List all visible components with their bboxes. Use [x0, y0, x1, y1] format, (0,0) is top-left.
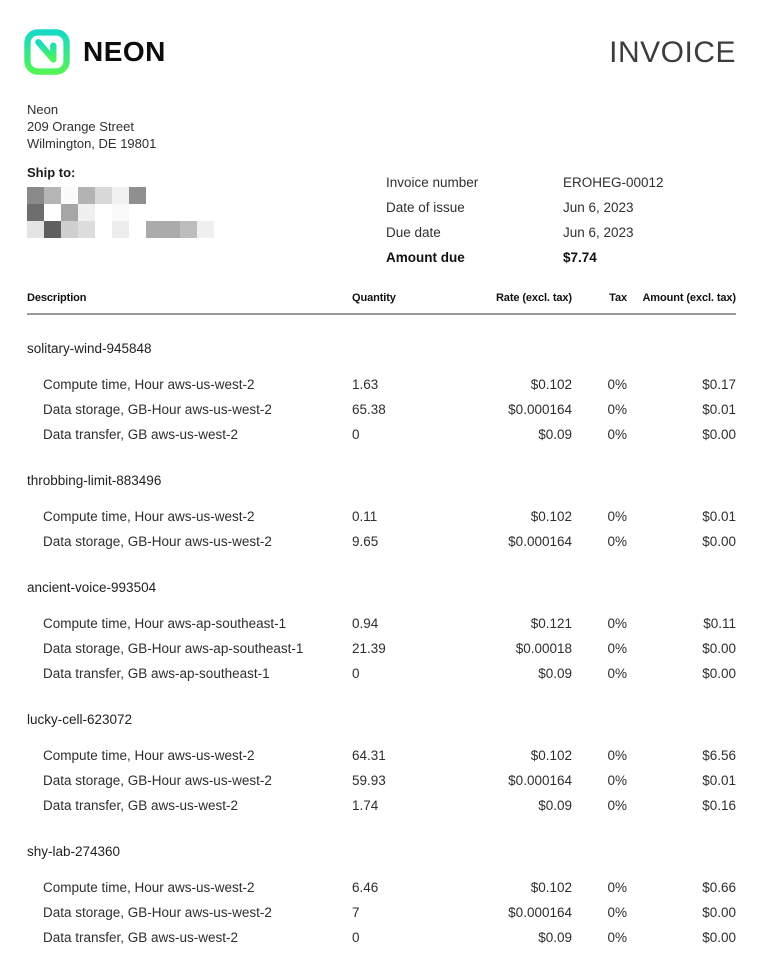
redacted-pixel	[197, 204, 214, 221]
redacted-pixel	[61, 204, 78, 221]
row-quantity: 7	[352, 905, 360, 920]
redacted-pixel	[197, 221, 214, 238]
table-header	[27, 292, 736, 315]
line-items-table	[27, 292, 736, 950]
row-description: Data storage, GB-Hour aws-ap-southeast-1	[43, 641, 304, 656]
header-description: Description	[27, 292, 87, 304]
due-date-row	[386, 220, 736, 245]
table-row	[27, 636, 736, 661]
row-tax: 0%	[607, 616, 627, 631]
row-amount: $6.56	[702, 748, 736, 763]
company-name: Neon	[27, 102, 59, 117]
redacted-pixel	[163, 187, 180, 204]
header-amount: Amount (excl. tax)	[642, 292, 736, 304]
invoice-title: INVOICE	[609, 36, 736, 69]
table-row	[27, 875, 736, 900]
table-row	[27, 397, 736, 422]
due-date-value: Jun 6, 2023	[563, 225, 634, 240]
row-description: Compute time, Hour aws-us-west-2	[43, 509, 255, 524]
project-name: ancient-voice-993504	[27, 580, 157, 595]
redacted-pixel	[95, 204, 112, 221]
date-of-issue-value: Jun 6, 2023	[563, 200, 634, 215]
row-rate: $0.000164	[508, 534, 572, 549]
row-amount: $0.00	[702, 666, 736, 681]
row-amount: $0.01	[702, 402, 736, 417]
project-group	[27, 838, 736, 950]
row-description: Compute time, Hour aws-us-west-2	[43, 748, 255, 763]
row-quantity: 1.74	[352, 798, 379, 813]
project-group	[27, 467, 736, 554]
redacted-pixel	[180, 221, 197, 238]
row-quantity: 1.63	[352, 377, 379, 392]
due-date-label: Due date	[386, 225, 441, 240]
row-rate: $0.09	[538, 798, 572, 813]
row-tax: 0%	[607, 427, 627, 442]
table-row	[27, 925, 736, 950]
redacted-pixel	[112, 221, 129, 238]
row-rate: $0.000164	[508, 773, 572, 788]
row-description: Compute time, Hour aws-us-west-2	[43, 880, 255, 895]
table-row	[27, 504, 736, 529]
row-quantity: 6.46	[352, 880, 379, 895]
row-rate: $0.00018	[515, 641, 572, 656]
redacted-pixel	[78, 221, 95, 238]
row-amount: $0.11	[703, 616, 736, 631]
row-quantity: 64.31	[352, 748, 386, 763]
row-tax: 0%	[607, 905, 627, 920]
redacted-pixel	[146, 187, 163, 204]
company-street: 209 Orange Street	[27, 119, 134, 134]
row-description: Data storage, GB-Hour aws-us-west-2	[43, 905, 272, 920]
row-rate: $0.102	[530, 509, 572, 524]
row-amount: $0.00	[702, 905, 736, 920]
company-city: Wilmington, DE 19801	[27, 136, 157, 151]
row-tax: 0%	[607, 773, 627, 788]
row-amount: $0.00	[702, 534, 736, 549]
redacted-pixel	[129, 221, 146, 238]
row-rate: $0.09	[538, 930, 572, 945]
invoice-header	[0, 0, 764, 75]
row-amount: $0.00	[702, 427, 736, 442]
redacted-pixel	[27, 221, 44, 238]
row-quantity: 0.94	[352, 616, 379, 631]
row-rate: $0.000164	[508, 905, 572, 920]
row-rate: $0.09	[538, 427, 572, 442]
row-tax: 0%	[607, 666, 627, 681]
redacted-address	[27, 187, 214, 238]
row-amount: $0.17	[702, 377, 736, 392]
row-description: Data transfer, GB aws-ap-southeast-1	[43, 666, 270, 681]
redacted-pixel	[78, 204, 95, 221]
group-rows	[27, 372, 736, 447]
row-tax: 0%	[607, 930, 627, 945]
row-quantity: 59.93	[352, 773, 386, 788]
project-name: solitary-wind-945848	[27, 341, 152, 356]
row-quantity: 65.38	[352, 402, 386, 417]
project-group	[27, 574, 736, 686]
redacted-pixel	[163, 204, 180, 221]
header-tax: Tax	[609, 292, 627, 304]
redacted-pixel	[27, 204, 44, 221]
company-address	[27, 101, 764, 152]
row-tax: 0%	[607, 509, 627, 524]
neon-logo-icon	[24, 29, 70, 75]
date-of-issue-label: Date of issue	[386, 200, 465, 215]
shipping-and-meta	[0, 165, 764, 270]
row-tax: 0%	[607, 880, 627, 895]
table-row	[27, 422, 736, 447]
table-row	[27, 611, 736, 636]
ship-to-block	[27, 165, 214, 238]
row-tax: 0%	[607, 534, 627, 549]
redacted-pixel	[44, 204, 61, 221]
redacted-pixel	[163, 221, 180, 238]
redacted-pixel	[61, 221, 78, 238]
row-tax: 0%	[607, 641, 627, 656]
invoice-meta	[386, 165, 736, 270]
redacted-pixel	[180, 204, 197, 221]
group-rows	[27, 875, 736, 950]
row-tax: 0%	[607, 798, 627, 813]
group-rows	[27, 743, 736, 818]
row-rate: $0.000164	[508, 402, 572, 417]
redacted-pixel	[180, 187, 197, 204]
group-rows	[27, 504, 736, 554]
invoice-number-value: EROHEG-00012	[563, 175, 664, 190]
amount-due-row	[386, 245, 736, 270]
header-rate: Rate (excl. tax)	[495, 292, 572, 304]
neon-wordmark: NEON	[83, 36, 166, 67]
amount-due-label: Amount due	[386, 250, 465, 265]
redacted-pixel	[44, 187, 61, 204]
table-row	[27, 900, 736, 925]
redacted-pixel	[146, 221, 163, 238]
ship-to-label: Ship to:	[27, 165, 76, 180]
redacted-pixel	[112, 187, 129, 204]
row-description: Data transfer, GB aws-us-west-2	[43, 798, 239, 813]
redacted-pixel	[27, 187, 44, 204]
redacted-pixel	[78, 187, 95, 204]
table-row	[27, 793, 736, 818]
row-rate: $0.102	[530, 880, 572, 895]
neon-logo	[24, 29, 166, 75]
row-amount: $0.00	[702, 930, 736, 945]
row-amount: $0.16	[702, 798, 736, 813]
row-description: Data transfer, GB aws-us-west-2	[43, 427, 239, 442]
row-rate: $0.102	[530, 377, 572, 392]
table-row	[27, 661, 736, 686]
table-row	[27, 743, 736, 768]
redacted-pixel	[197, 187, 214, 204]
row-quantity: 0	[352, 930, 360, 945]
redacted-pixel	[61, 187, 78, 204]
redacted-pixel	[112, 204, 129, 221]
invoice-number-label: Invoice number	[386, 175, 479, 190]
row-rate: $0.09	[538, 666, 572, 681]
redacted-pixel	[146, 204, 163, 221]
row-amount: $0.00	[702, 641, 736, 656]
row-quantity: 0	[352, 427, 360, 442]
row-description: Data storage, GB-Hour aws-us-west-2	[43, 534, 272, 549]
redacted-pixel	[95, 187, 112, 204]
table-row	[27, 768, 736, 793]
row-amount: $0.66	[702, 880, 736, 895]
row-quantity: 0	[352, 666, 360, 681]
row-quantity: 9.65	[352, 534, 379, 549]
project-group	[27, 706, 736, 818]
row-quantity: 0.11	[352, 509, 378, 524]
project-group	[27, 335, 736, 447]
row-rate: $0.121	[530, 616, 572, 631]
row-tax: 0%	[607, 748, 627, 763]
row-tax: 0%	[607, 402, 627, 417]
amount-due-value: $7.74	[563, 250, 597, 265]
row-tax: 0%	[607, 377, 627, 392]
table-row	[27, 529, 736, 554]
row-amount: $0.01	[702, 509, 736, 524]
date-of-issue-row	[386, 195, 736, 220]
redacted-pixel	[44, 221, 61, 238]
row-amount: $0.01	[702, 773, 736, 788]
row-rate: $0.102	[530, 748, 572, 763]
row-description: Compute time, Hour aws-ap-southeast-1	[43, 616, 287, 631]
row-quantity: 21.39	[352, 641, 386, 656]
redacted-pixel	[129, 187, 146, 204]
redacted-pixel	[95, 221, 112, 238]
row-description: Data storage, GB-Hour aws-us-west-2	[43, 773, 272, 788]
redacted-pixel	[129, 204, 146, 221]
header-quantity: Quantity	[352, 292, 396, 304]
table-row	[27, 372, 736, 397]
project-name: lucky-cell-623072	[27, 712, 133, 727]
invoice-number-row	[386, 170, 736, 195]
project-name: shy-lab-274360	[27, 844, 121, 859]
project-name: throbbing-limit-883496	[27, 473, 162, 488]
group-rows	[27, 611, 736, 686]
row-description: Data storage, GB-Hour aws-us-west-2	[43, 402, 272, 417]
row-description: Data transfer, GB aws-us-west-2	[43, 930, 239, 945]
row-description: Compute time, Hour aws-us-west-2	[43, 377, 255, 392]
